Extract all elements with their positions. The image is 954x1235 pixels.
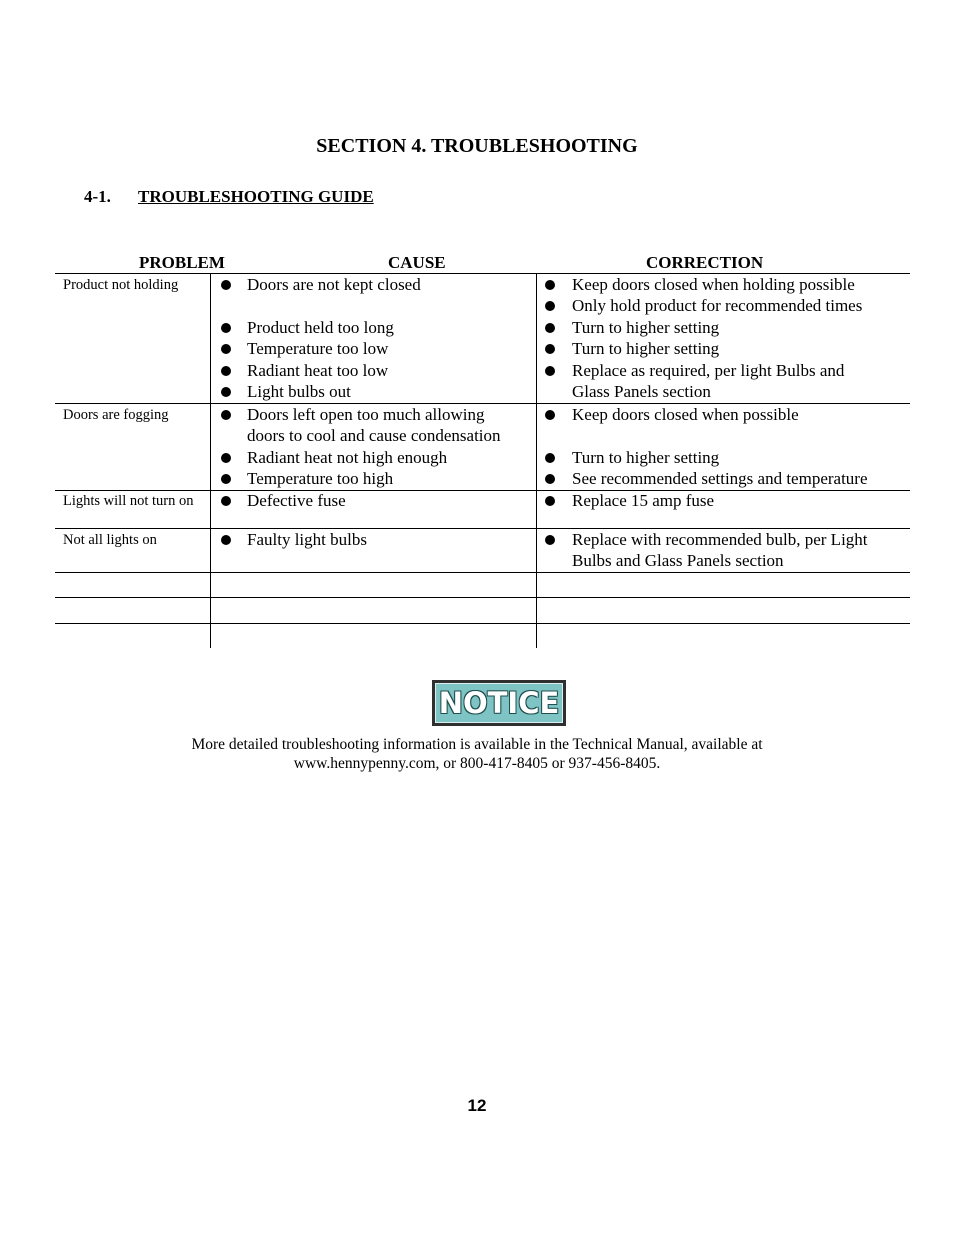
table-rule: [55, 623, 910, 624]
cause-text: Doors are not kept closed: [247, 275, 421, 294]
notice-badge: [432, 680, 566, 726]
bullet-icon: [221, 387, 231, 397]
bullet-icon: [221, 474, 231, 484]
bullet-icon: [221, 366, 231, 376]
correction-text: Replace with recommended bulb, per Light: [572, 530, 868, 549]
cause-text: Radiant heat too low: [247, 361, 389, 380]
bullet-icon: [221, 535, 231, 545]
bullet-icon: [221, 453, 231, 463]
column-header-problem: PROBLEM: [139, 253, 225, 272]
cause-text: Temperature too high: [247, 469, 394, 488]
subsection-heading: [84, 187, 374, 207]
bullet-icon: [221, 344, 231, 354]
correction-text: See recommended settings and temperature: [572, 469, 868, 488]
notice-line: www.hennypenny.com, or 800-417-8405 or 937-456-8405.: [293, 755, 661, 772]
bullet-icon: [545, 496, 555, 506]
bullet-icon: [545, 366, 555, 376]
bullet-icon: [545, 301, 555, 311]
cause-text-continued: doors to cool and cause condensation: [247, 426, 501, 445]
bullet-icon: [545, 323, 555, 333]
correction-text: Only hold product for recommended times: [572, 296, 863, 315]
notice-text: [0, 735, 954, 773]
page-number: 12: [467, 1096, 487, 1115]
table-rule: [55, 597, 910, 598]
correction-text: Keep doors closed when possible: [572, 405, 799, 424]
bullet-icon: [221, 410, 231, 420]
correction-text-continued: Bulbs and Glass Panels section: [572, 551, 784, 570]
column-divider: [536, 273, 537, 648]
correction-text: Turn to higher setting: [572, 448, 720, 467]
cause-text: Temperature too low: [247, 339, 389, 358]
problem-cell: Lights will not turn on: [63, 493, 194, 509]
problem-cell: Doors are fogging: [63, 407, 169, 423]
section-title: SECTION 4. TROUBLESHOOTING: [316, 135, 638, 157]
cause-text: Product held too long: [247, 318, 394, 337]
subsection-title: TROUBLESHOOTING GUIDE: [138, 187, 374, 206]
bullet-icon: [545, 535, 555, 545]
problem-cell: Not all lights on: [63, 532, 157, 548]
bullet-icon: [545, 474, 555, 484]
table-rule: [55, 490, 910, 491]
bullet-icon: [545, 410, 555, 420]
correction-text: Replace as required, per light Bulbs and: [572, 361, 845, 380]
bullet-icon: [545, 453, 555, 463]
bullet-icon: [545, 344, 555, 354]
subsection-number: 4-1.: [84, 187, 111, 206]
bullet-icon: [221, 496, 231, 506]
correction-text: Keep doors closed when holding possible: [572, 275, 855, 294]
bullet-icon: [545, 280, 555, 290]
bullet-icon: [221, 280, 231, 290]
column-header-cause: CAUSE: [388, 253, 446, 272]
cause-text: Defective fuse: [247, 491, 346, 510]
cause-text: Faulty light bulbs: [247, 530, 367, 549]
column-divider: [210, 273, 211, 648]
cause-text: Light bulbs out: [247, 382, 351, 401]
correction-text: Turn to higher setting: [572, 318, 720, 337]
table-rule: [55, 572, 910, 573]
correction-text: Replace 15 amp fuse: [572, 491, 715, 510]
column-header-correction: CORRECTION: [646, 253, 764, 272]
bullet-icon: [221, 323, 231, 333]
notice-line: More detailed troubleshooting information is available in the Technical Manual, available at: [191, 736, 763, 753]
correction-text-continued: Glass Panels section: [572, 382, 711, 401]
problem-cell: Product not holding: [63, 277, 179, 293]
notice-badge-label: NOTICE: [435, 683, 563, 723]
correction-text: Turn to higher setting: [572, 339, 720, 358]
cause-text: Radiant heat not high enough: [247, 448, 448, 467]
cause-text: Doors left open too much allowing: [247, 405, 485, 424]
